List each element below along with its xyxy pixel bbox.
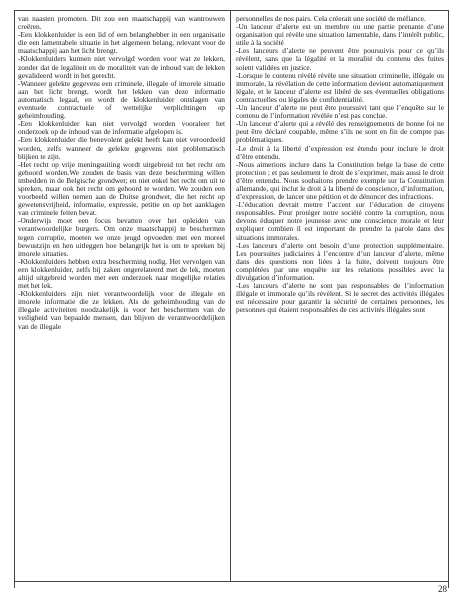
paragraph: -Een klokkenluider die benevolent gelekt heeft kan niet veroordeeld worden, zelfs wanneer de gelekte gegevens niet problematisch blijken te zijn.: [18, 135, 225, 161]
paragraph: -L’éducation devrait mettre l’accent sur l’éducation de citoyens responsables. Pour protéger notre société contre la corruption, nous devons éduquer notre jeunesse avec une conscience morale et leur expliquer combien il est important de prendre la parole dans des situations immorales.: [236, 200, 444, 242]
french-text-column: [236, 15, 444, 577]
page-frame-left-rule: [14, 10, 15, 588]
paragraph: van naasten promoten. Dit zou een maatschappij van wantrouwen creëren.: [18, 15, 225, 32]
paragraph: -Les lanceurs d’alerte ne peuvent être poursuivis pour ce qu’ils révèlent, sans que la légalité et la moralité du contenu des fuites soient validées en justice.: [236, 46, 444, 72]
paragraph: -Lorsque le contenu révélé révèle une situation criminelle, illégale ou immorale, la révélation de cette information devient automatiquement légale, et le lanceur d’alerte est libéré de ses éventuelles obligations contractuelles ou légales de confidentialité.: [236, 70, 444, 104]
paragraph: -Klokkenluiders hebben extra bescherming nodig. Het vervolgen van een klokkenluider, zelfs bij zaken ongerelateerd met de lek, moeten altijd uitgebreid worden met een onderzoek naar mogelijke relaties met het lek.: [18, 256, 225, 291]
paragraph: -Onderwijs moet een focus bevatten over het opleiden van verantwoordelijke burgers. Om onze maatschappij te beschermen tegen corruptie, moeten we onze jeugd opvoeden met een moreel bewustzijn en hen uitleggen hoe belangrijk het is om te spreken bij imorele situaties.: [18, 216, 225, 258]
page-frame-top-rule: [14, 10, 448, 11]
paragraph: -Een klokkenluider is een lid of een belanghebber in een organisatie die een lamentabele situatie in het algemeen belang, relevant voor de maatschappij aan het licht brengt.: [18, 30, 225, 56]
page-frame-right-rule: [448, 10, 449, 588]
paragraph: personnelles de nos pairs. Cela créerait une société de méfiance.: [236, 15, 426, 23]
page-number: 28: [438, 584, 447, 594]
dutch-text-column: [18, 15, 225, 577]
paragraph: -Le droit à la liberté d’expression est étendu pour inclure le droit d’être entendu.: [236, 143, 444, 161]
paragraph: -Un lanceur d’alerte est un membre ou une partie prenante d’une organisation qui révèle une situation lamentable, dans l’intérêt public, utile à la société: [236, 22, 444, 48]
column-divider: [230, 10, 231, 581]
footer-rule: [14, 581, 448, 582]
paragraph: -Het recht op vrije meningsuiting wordt uitgebreid tot het recht om gehoord worden.We zouden de basis van deze bescherming willen imbedden in de Belgische grondwet; en niet enkel het recht om uit te spreken, maar ook het recht om gehoord te worden. We zouden een voorbeeld willen nemen aan de Duitse grondwet, die het recht op gewetensvrijheid, informatie, expressie, petitie en op het aanklagen van criminele feiten bevat.: [18, 159, 225, 218]
paragraph: -Un lanceur d’alerte ne peut être poursuivi tant que l’enquête sur le contenu de l’information révélée n’est pas conclue.: [236, 103, 444, 121]
paragraph: -Un lanceur d’alerte qui a révélé des renseignements de bonne foi ne peut être déclaré coupable, même s’ils ne sont en fin de compte pas problématiques.: [236, 119, 444, 145]
paragraph: -Klokkenluiders zijn niet verantwoordelijk voor de illegale en imorele informatie die ze lekken. Als de geheimhouding van de illegale activiteiten noodzakelijk is voor het beschermen van de veiligheid van bepaalde mensen, dan blijven de verantwoordelijken van de illegale: [18, 289, 225, 331]
paragraph: -Een klokkenluider kan niet vervolgd worden vooraleer het onderzoek op de inhoud van de informatie afgelopen is.: [18, 119, 225, 137]
paragraph: -Wanneer gelekte gegevens een criminele, illegale of imorele situatie aan het licht brengt, wordt het lekken van deze informatie automatisch legaal, en wordt de klokkenluider ontslagen van eventuele contractuele of wettelijke verplichtingen op geheimhouding.: [18, 78, 225, 121]
paragraph: -Les lanceurs d’alerte ne sont pas responsables de l’information illégale et immorale qu’ils révèlent. Si le secret des activités illégales est nécessaire pour garantir la sécurité de certaines personnes, les personnes qui étaient responsables de ces activités illégales sont: [236, 281, 444, 315]
paragraph: -Nous aimerions inclure dans la Constitution belge la base de cette protection ; et pas seulement le droit de s’exprimer, mais aussi le droit d’être entendu. Nous souhaitons prendre exemple sur la Constitution allemande, qui inclut le droit à la liberté de conscience, d’information, d’expression, de lancer une pétition et de dénoncer des infractions.: [236, 159, 444, 202]
paragraph: -Klokkenluiders kunnen niet vervolgd worden voor wat ze lekken, zonder dat de legaliteit en de moraliteit van de inhoud van de lekken gevalideerd wordt in het gerecht.: [18, 54, 225, 80]
paragraph: -Les lanceurs d’alerte ont besoin d’une protection supplémentaire. Les poursuites judiciaires à l’encontre d’un lanceur d’alerte, même dans des questions non liées à la fuite, doivent toujours être complétées par une enquête sur les relations possibles avec la divulgation d’information.: [236, 240, 444, 282]
